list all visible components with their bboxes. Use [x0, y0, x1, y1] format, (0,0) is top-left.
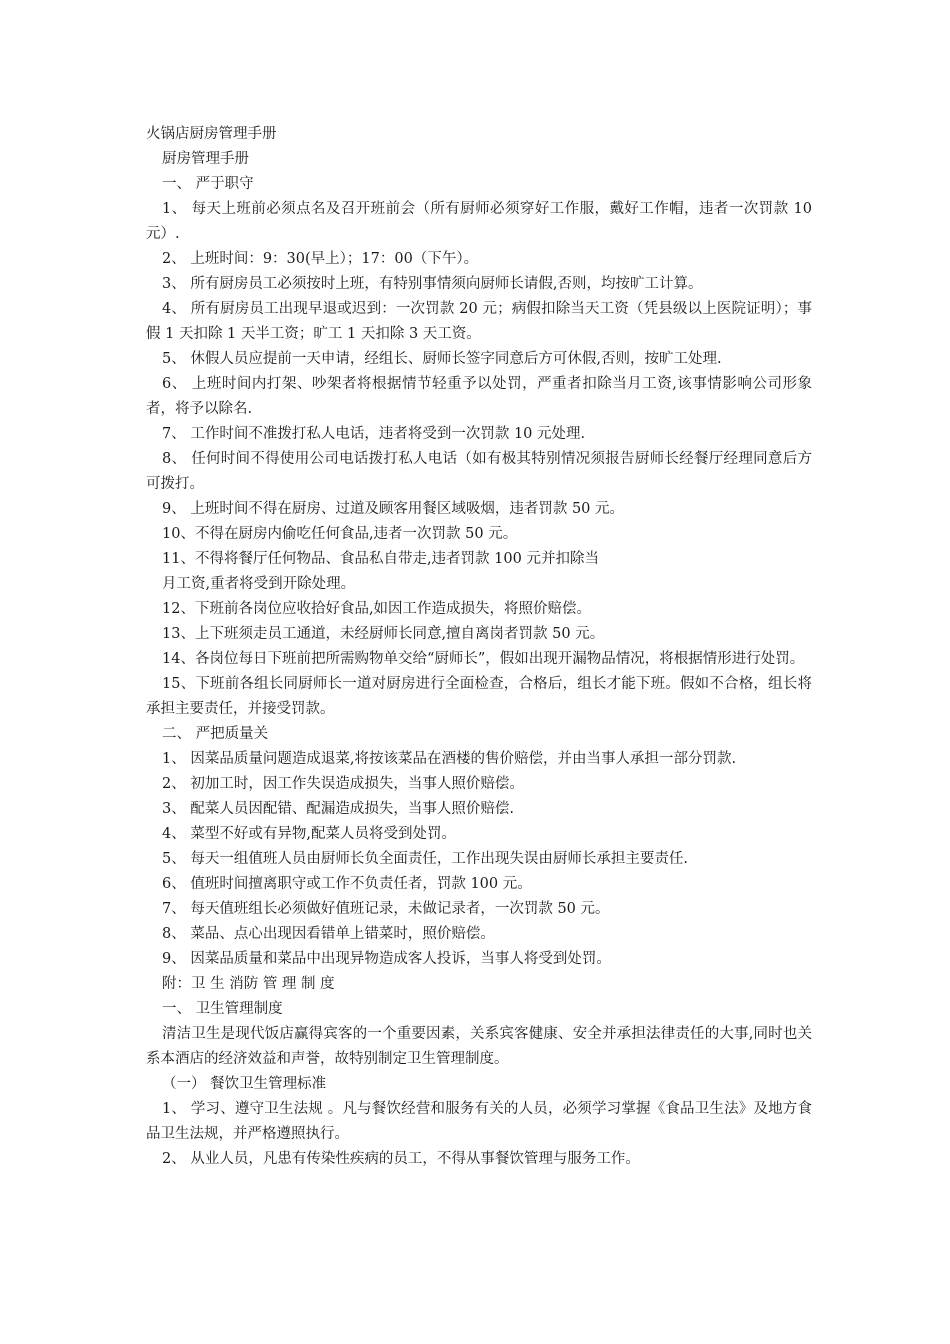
list-item: 5、 休假人员应提前一天申请，经组长、厨师长签字同意后方可休假,否则，按旷工处理. [162, 351, 722, 367]
list-item: 6、 上班时间内打架、吵架者将根据情节轻重予以处罚，严重者扣除当月工资,该事情影响公司形象者，将予以除名. [146, 376, 812, 417]
list-item: 15、下班前各组长同厨师长一道对厨房进行全面检查，合格后，组长才能下班。假如不合格，组长将承担主要责任，并接受罚款。 [146, 676, 812, 717]
list-item: 4、 菜型不好或有异物,配菜人员将受到处罚。 [162, 826, 456, 842]
list-item: 4、 所有厨房员工出现早退或迟到：一次罚款 20 元；病假扣除当天工资（凭县级以上医院证明）；事假 1 天扣除 1 天半工资；旷工 1 天扣除 3 天工资。 [146, 301, 812, 342]
list-item: 10、不得在厨房内偷吃任何食品,违者一次罚款 50 元。 [162, 526, 518, 542]
list-item: 11、不得将餐厅任何物品、食品私自带走,违者罚款 100 元并扣除当 [162, 551, 599, 567]
list-item: 2、 从业人员，凡患有传染性疾病的员工，不得从事餐饮管理与服务工作。 [162, 1151, 640, 1167]
list-item: 2、 上班时间：9：30(早上）；17：00（下午）。 [162, 251, 479, 267]
list-item: 8、 任何时间不得使用公司电话拨打私人电话（如有极其特别情况须报告厨师长经餐厅经理同意后方可拨打。 [146, 451, 812, 492]
list-item: 6、 值班时间擅离职守或工作不负责任者，罚款 100 元。 [162, 876, 532, 892]
list-item: 14、各岗位每日下班前把所需购物单交给“厨师长”，假如出现开漏物品情况，将根据情形进行处罚。 [162, 651, 805, 667]
document-subtitle: 厨房管理手册 [162, 151, 249, 167]
list-item: 13、上下班须走员工通道，未经厨师长同意,擅自离岗者罚款 50 元。 [162, 626, 605, 642]
list-item: 1、 因菜品质量问题造成退菜,将按该菜品在酒楼的售价赔偿，并由当事人承担一部分罚款. [162, 751, 737, 767]
standard-heading: （一） 餐饮卫生管理标准 [162, 1076, 327, 1092]
list-item: 7、 工作时间不准拨打私人电话，违者将受到一次罚款 10 元处理. [162, 426, 586, 442]
list-item: 3、 配菜人员因配错、配漏造成损失，当事人照价赔偿. [162, 801, 514, 817]
section-heading: 一、 严于职守 [162, 176, 254, 192]
list-item: 9、 因菜品质量和菜品中出现异物造成客人投诉，当事人将受到处罚。 [162, 951, 611, 967]
list-item: 1、 每天上班前必须点名及召开班前会（所有厨师必须穿好工作服，戴好工作帽，违者一次罚款 10 元）. [146, 201, 812, 242]
document-page [146, 122, 812, 1172]
sub-heading: 一、 卫生管理制度 [162, 1001, 283, 1017]
list-item: 7、 每天值班组长必须做好值班记录，未做记录者，一次罚款 50 元。 [162, 901, 610, 917]
section-heading: 二、 严把质量关 [162, 726, 269, 742]
list-item: 8、 菜品、点心出现因看错单上错菜时，照价赔偿。 [162, 926, 495, 942]
list-item-continuation: 月工资,重者将受到开除处理。 [162, 576, 356, 592]
appendix-heading: 附：卫 生 消防 管 理 制 度 [162, 976, 335, 992]
list-item: 3、 所有厨房员工必须按时上班，有特别事情须向厨师长请假,否则，均按旷工计算。 [162, 276, 703, 292]
list-item: 5、 每天一组值班人员由厨师长负全面责任，工作出现失误由厨师长承担主要责任. [162, 851, 688, 867]
list-item: 1、 学习、遵守卫生法规 。凡与餐饮经营和服务有关的人员，必须学习掌握《食品卫生法》及地方食品卫生法规，并严格遵照执行。 [146, 1101, 812, 1142]
document-title: 火锅店厨房管理手册 [146, 126, 277, 142]
list-item: 9、 上班时间不得在厨房、过道及顾客用餐区域吸烟，违者罚款 50 元。 [162, 501, 625, 517]
list-item: 2、 初加工时，因工作失误造成损失，当事人照价赔偿。 [162, 776, 524, 792]
list-item: 12、下班前各岗位应收拾好食品,如因工作造成损失，将照价赔偿。 [162, 601, 592, 617]
intro-paragraph: 清洁卫生是现代饭店赢得宾客的一个重要因素，关系宾客健康、安全并承担法律责任的大事,同时也关系本酒店的经济效益和声誉，故特别制定卫生管理制度。 [146, 1026, 812, 1067]
